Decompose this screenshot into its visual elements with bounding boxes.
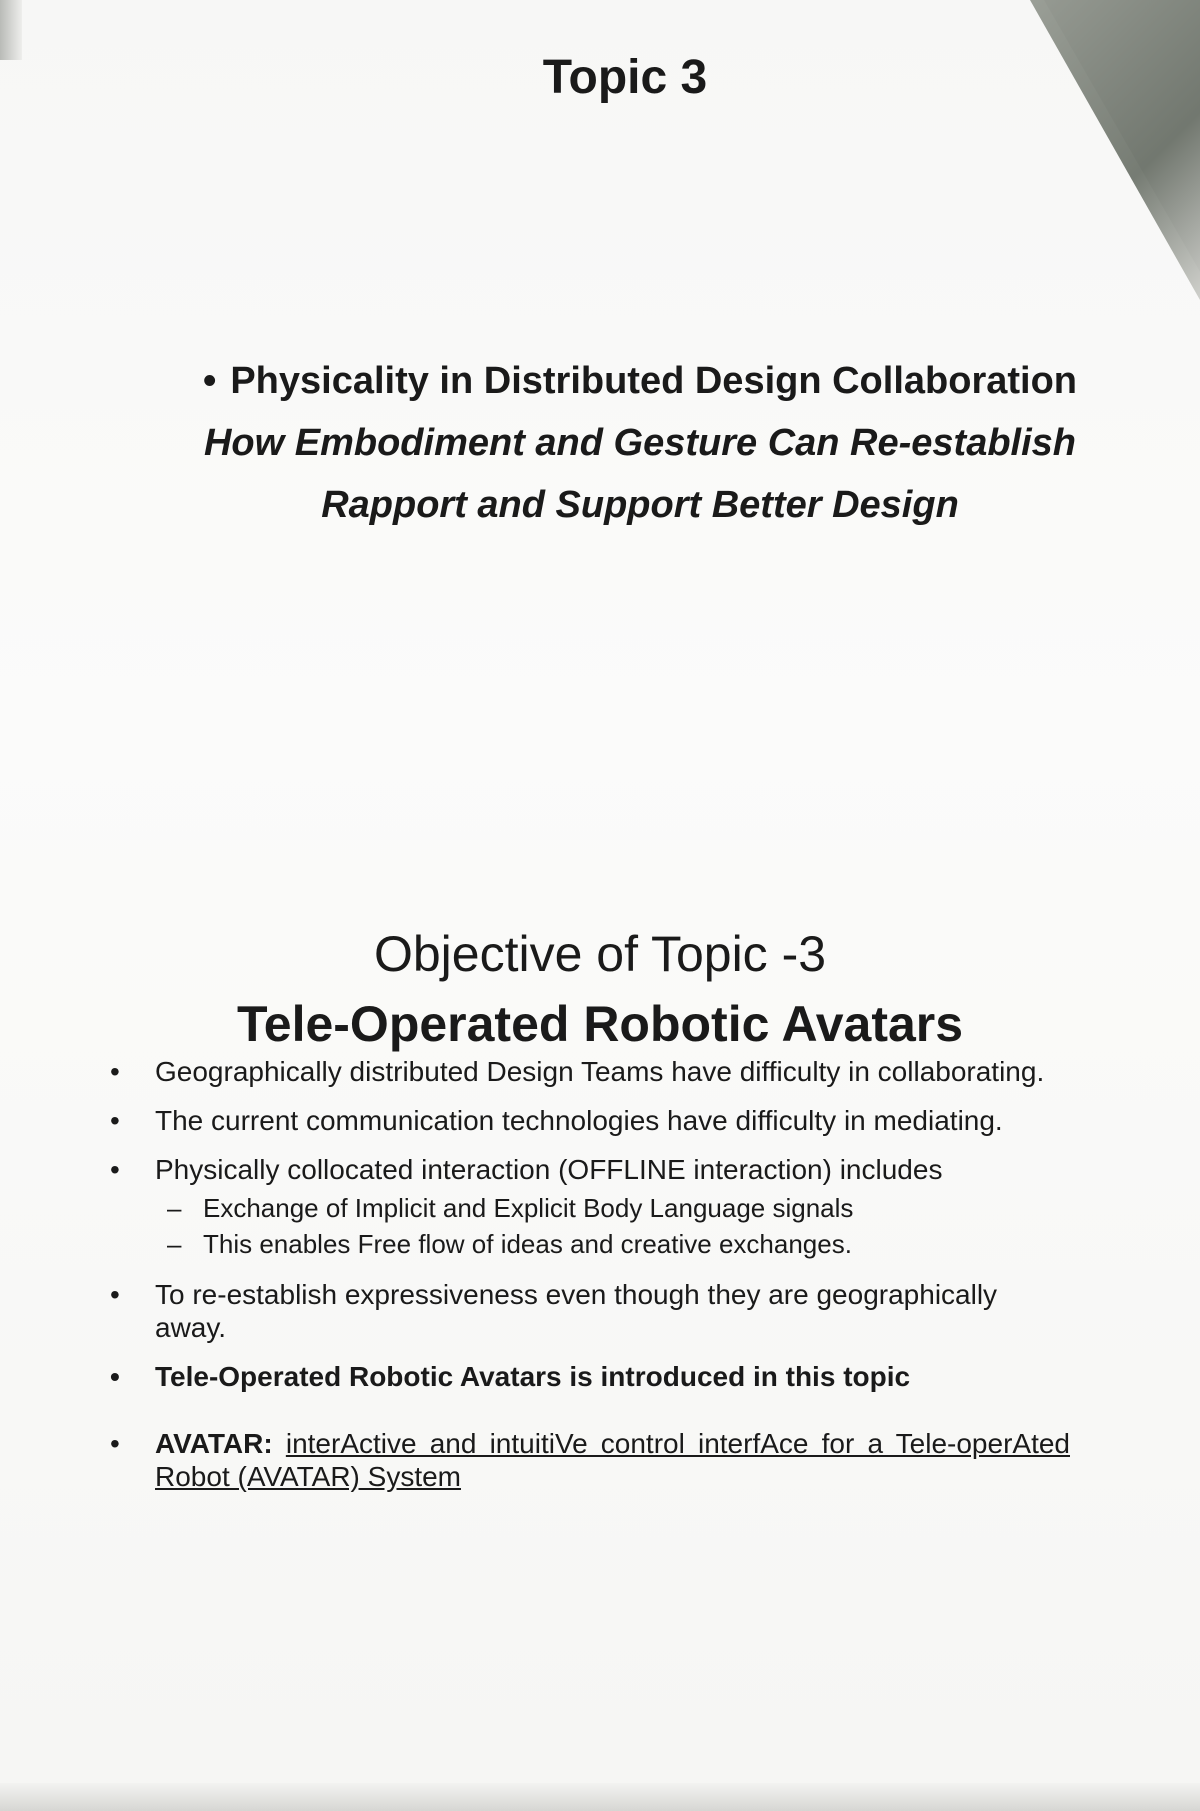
point-text: Geographically distributed Design Teams have difficulty in collaborating. bbox=[155, 1056, 1045, 1087]
sub-point-text: This enables Free flow of ideas and creative exchanges. bbox=[203, 1229, 852, 1259]
point-text: The current communication technologies have difficulty in mediating. bbox=[155, 1105, 1003, 1136]
topic-heading-italic: How Embodiment and Gesture Can Re-establish Rapport and Support Better Design bbox=[203, 422, 1077, 526]
paper-edge-bottom bbox=[0, 1783, 1200, 1811]
sub-list-item bbox=[155, 1226, 1070, 1262]
sub-list-item bbox=[155, 1190, 1070, 1226]
point-text: Physically collocated interaction (OFFLINE interaction) includes bbox=[155, 1154, 943, 1185]
topic-heading bbox=[190, 350, 1090, 536]
point-text: To re-establish expressiveness even though they are geographically away. bbox=[155, 1279, 998, 1343]
topic-title: Topic 3 bbox=[542, 51, 708, 104]
avatar-definition: interActive and intuitiVe control interfAce for a Tele-operAted Robot (AVATAR) System bbox=[155, 1428, 1070, 1492]
list-item bbox=[100, 1360, 1070, 1393]
point-text: Tele-Operated Robotic Avatars is introduced in this topic bbox=[155, 1361, 911, 1392]
objective-subtitle: Tele-Operated Robotic Avatars bbox=[236, 996, 964, 1052]
list-item bbox=[100, 1153, 1070, 1262]
topic-heading-bold: Physicality in Distributed Design Collaboration bbox=[230, 360, 1077, 402]
bullet-dot: • bbox=[203, 360, 217, 402]
list-item bbox=[100, 1278, 1070, 1344]
objective-title: Objective of Topic -3 bbox=[373, 926, 827, 982]
sub-points bbox=[155, 1190, 1070, 1262]
list-item-avatar bbox=[100, 1427, 1070, 1493]
list-item bbox=[100, 1055, 1070, 1088]
list-item bbox=[100, 1104, 1070, 1137]
objective-points bbox=[100, 1055, 1070, 1509]
sub-point-text: Exchange of Implicit and Explicit Body Language signals bbox=[203, 1193, 854, 1223]
avatar-label: AVATAR: bbox=[155, 1428, 273, 1459]
